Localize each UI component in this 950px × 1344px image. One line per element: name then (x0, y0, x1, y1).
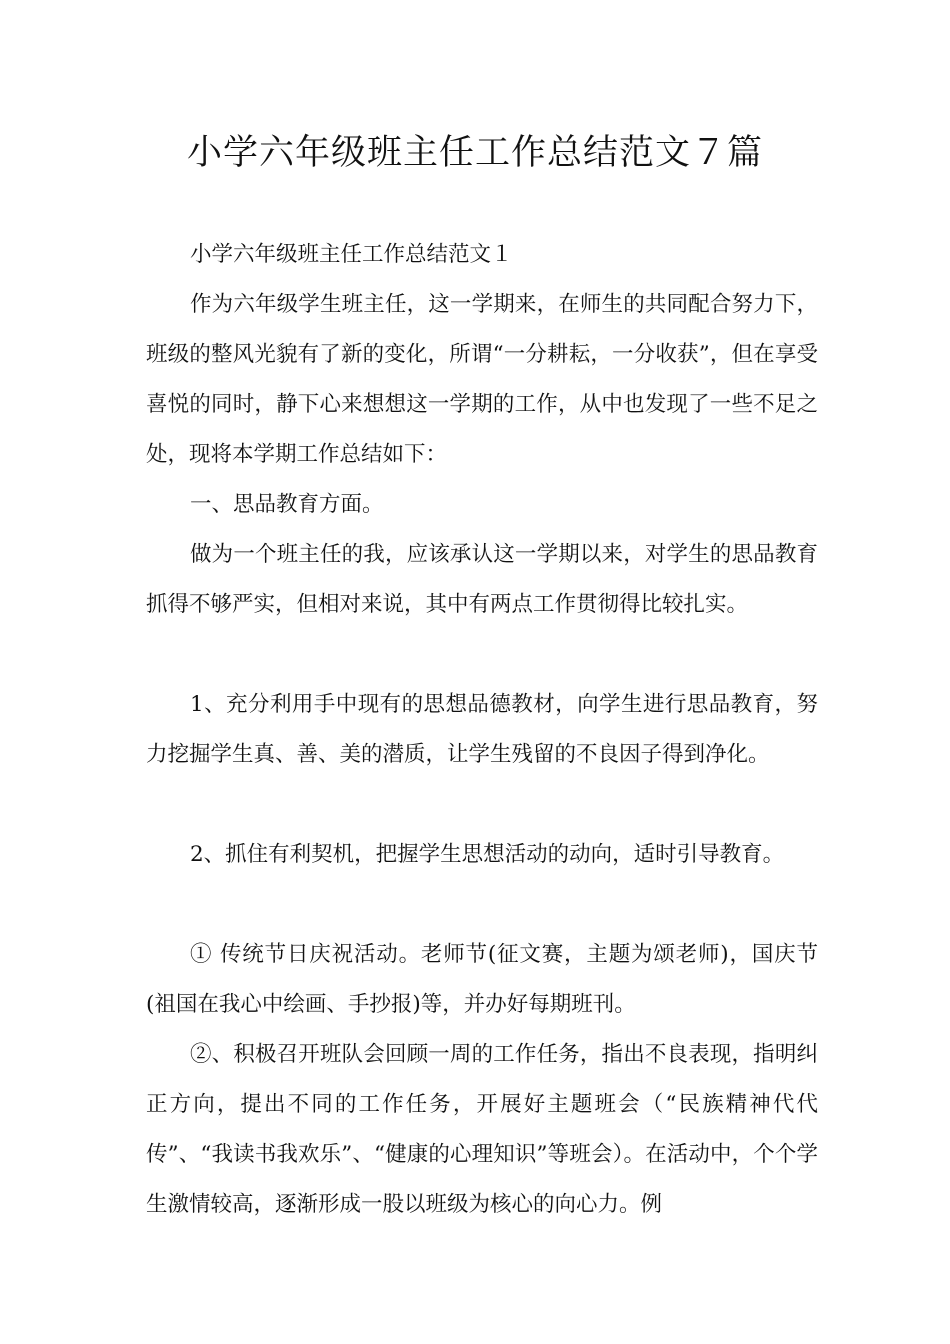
point-1-paragraph: 1、充分利用手中现有的思想品德教材，向学生进行思品教育，努力挖掘学生真、善、美的潜质，让学生残留的不良因子得到净化。 (146, 692, 818, 767)
document-body (146, 230, 818, 1230)
item-2-paragraph: ②、积极召开班队会回顾一周的工作任务，指出不良表现，指明纠正方向，提出不同的工作任务，开展好主题班会（“民族精神代代传”、“我读书我欢乐”、“健康的心理知识”等班会）。在活动中，个个学生激情较高，逐渐形成一股以班级为核心的向心力。例 (146, 1042, 818, 1217)
point-2-paragraph: 2、抓住有利契机，把握学生思想活动的动向，适时引导教育。 (190, 842, 785, 867)
section-title-moral-education: 一、思品教育方面。 (190, 492, 384, 517)
section-heading: 小学六年级班主任工作总结范文１ (190, 242, 513, 267)
moral-education-paragraph: 做为一个班主任的我，应该承认这一学期以来，对学生的思品教育抓得不够严实，但相对来说，其中有两点工作贯彻得比较扎实。 (146, 542, 818, 617)
item-1-paragraph: ① 传统节日庆祝活动。老师节(征文赛，主题为颂老师)，国庆节(祖国在我心中绘画、手抄报)等，并办好每期班刊。 (146, 942, 818, 1017)
document-title: 小学六年级班主任工作总结范文７篇 (186, 133, 763, 173)
intro-paragraph: 作为六年级学生班主任，这一学期来，在师生的共同配合努力下，班级的整风光貌有了新的变化，所谓“一分耕耘，一分收获”，但在享受喜悦的同时，静下心来想想这一学期的工作，从中也发现了一些不足之处，现将本学期工作总结如下： (146, 292, 818, 467)
